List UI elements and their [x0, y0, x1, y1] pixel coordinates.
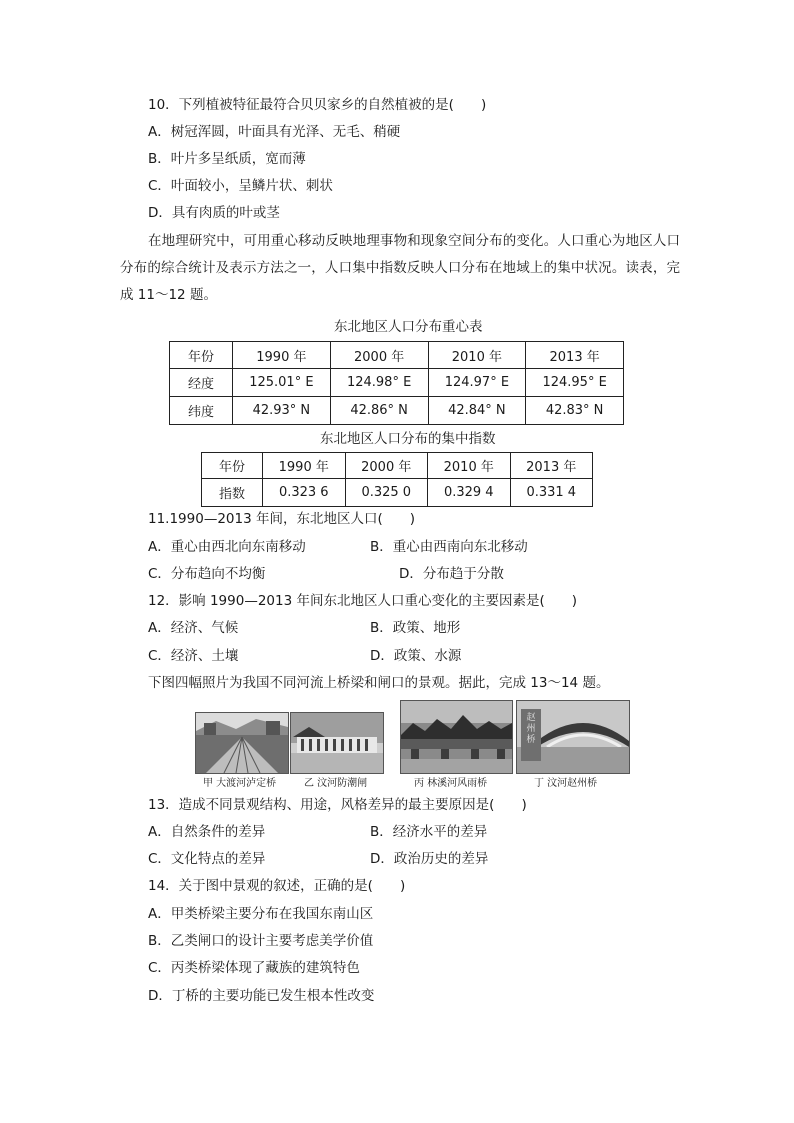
table1-header-cell: 2000 年 — [330, 342, 428, 369]
table1-cell: 124.97° E — [428, 369, 526, 397]
q14-option-b: B．乙类闸口的设计主要考虑美学价值 — [148, 933, 374, 949]
q11-option-a: A．重心由西北向东南移动 — [148, 539, 306, 555]
luding-bridge-image — [196, 713, 288, 773]
table2-header-cell: 2013 年 — [510, 453, 593, 479]
table1-header-cell: 2010 年 — [428, 342, 526, 369]
table1-cell: 42.83° N — [526, 397, 624, 425]
q14-option-a: A．甲类桥梁主要分布在我国东南山区 — [148, 906, 374, 922]
wind-rain-bridge-image — [401, 701, 512, 773]
table1-cell: 124.98° E — [330, 369, 428, 397]
table1-title: 东北地区人口分布重心表 — [334, 319, 483, 335]
q13-option-c: C．文化特点的差异 — [148, 851, 266, 867]
table2-title: 东北地区人口分布的集中指数 — [320, 431, 496, 447]
q11-stem: 11.1990—2013 年间，东北地区人口( ) — [148, 511, 416, 527]
tide-gate-image — [291, 713, 383, 773]
q13-stem: 13．造成不同景观结构、用途，风格差异的最主要原因是( ) — [148, 797, 527, 813]
q12-option-c: C．经济、土壤 — [148, 648, 239, 664]
q12-option-b: B．政策、地形 — [370, 620, 461, 636]
table1-cell: 经度 — [170, 369, 233, 397]
q11-option-c: C．分布趋向不均衡 — [148, 566, 266, 582]
table-row — [170, 369, 624, 397]
q10-option-a: A．树冠浑圆，叶面具有光泽、无毛、稍硬 — [148, 124, 401, 140]
table2-header-row — [202, 453, 593, 479]
table1-cell: 42.84° N — [428, 397, 526, 425]
photo-zhaozhou-bridge — [516, 700, 630, 774]
photo-caption-jia: 甲 大渡河泸定桥 — [203, 778, 277, 789]
table1-header-cell: 1990 年 — [233, 342, 331, 369]
table2-cell: 0.331 4 — [510, 479, 593, 507]
table1-header-row — [170, 342, 624, 369]
q12-option-a: A．经济、气候 — [148, 620, 239, 636]
table1-cell: 124.95° E — [526, 369, 624, 397]
q14-option-d: D．丁桥的主要功能已发生根本性改变 — [148, 988, 375, 1004]
q10-option-b: B．叶片多呈纸质，宽而薄 — [148, 151, 306, 167]
q13-option-a: A．自然条件的差异 — [148, 824, 266, 840]
q11-option-b: B．重心由西南向东北移动 — [370, 539, 528, 555]
q11-option-d: D．分布趋于分散 — [399, 566, 504, 582]
table1-cell: 42.93° N — [233, 397, 331, 425]
table2-cell: 0.329 4 — [428, 479, 511, 507]
table2-header-cell: 2010 年 — [428, 453, 511, 479]
intro-paragraph-bridges: 下图四幅照片为我国不同河流上桥梁和闸口的景观。据此，完成 13～14 题。 — [148, 675, 610, 691]
q10-option-c: C．叶面较小，呈鳞片状、刺状 — [148, 178, 333, 194]
table-row — [170, 397, 624, 425]
table1-header-cell: 2013 年 — [526, 342, 624, 369]
table2-header-cell: 2000 年 — [345, 453, 428, 479]
table1-header-cell: 年份 — [170, 342, 233, 369]
q13-option-b: B．经济水平的差异 — [370, 824, 488, 840]
table-concentration-index — [201, 452, 593, 507]
table-population-center — [169, 341, 624, 425]
photo-tide-gate — [290, 712, 384, 774]
table2-header-cell: 1990 年 — [263, 453, 346, 479]
table2-header-cell: 年份 — [202, 453, 263, 479]
q12-stem: 12．影响 1990—2013 年间东北地区人口重心变化的主要因素是( ) — [148, 593, 578, 609]
q13-option-d: D．政治历史的差异 — [370, 851, 489, 867]
table2-cell: 0.323 6 — [263, 479, 346, 507]
table1-cell: 42.86° N — [330, 397, 428, 425]
table-row — [202, 479, 593, 507]
q12-option-d: D．政策、水源 — [370, 648, 462, 664]
q14-stem: 14．关于图中景观的叙述，正确的是( ) — [148, 878, 406, 894]
photo-wind-rain-bridge — [400, 700, 513, 774]
photo-luding-bridge — [195, 712, 289, 774]
table1-cell: 125.01° E — [233, 369, 331, 397]
q14-option-c: C．丙类桥梁体现了藏族的建筑特色 — [148, 960, 360, 976]
table2-cell: 指数 — [202, 479, 263, 507]
intro-paragraph-population: 在地理研究中，可用重心移动反映地理事物和现象空间分布的变化。人口重心为地区人口分布的综合统计及表示方法之一，人口集中指数反映人口分布在地域上的集中状况。读表，完成 11～12 题。 — [120, 233, 680, 303]
q10-option-d: D．具有肉质的叶或茎 — [148, 205, 280, 221]
zhaozhou-inscription: 赵州桥 — [526, 713, 536, 745]
photo-caption-yi: 乙 汶河防潮闸 — [304, 778, 368, 789]
table1-cell: 纬度 — [170, 397, 233, 425]
photo-caption-bing: 丙 林溪河风雨桥 — [414, 778, 488, 789]
q10-stem: 10．下列植被特征最符合贝贝家乡的自然植被的是( ) — [148, 97, 487, 113]
photo-caption-ding: 丁 汶河赵州桥 — [534, 778, 598, 789]
table2-cell: 0.325 0 — [345, 479, 428, 507]
